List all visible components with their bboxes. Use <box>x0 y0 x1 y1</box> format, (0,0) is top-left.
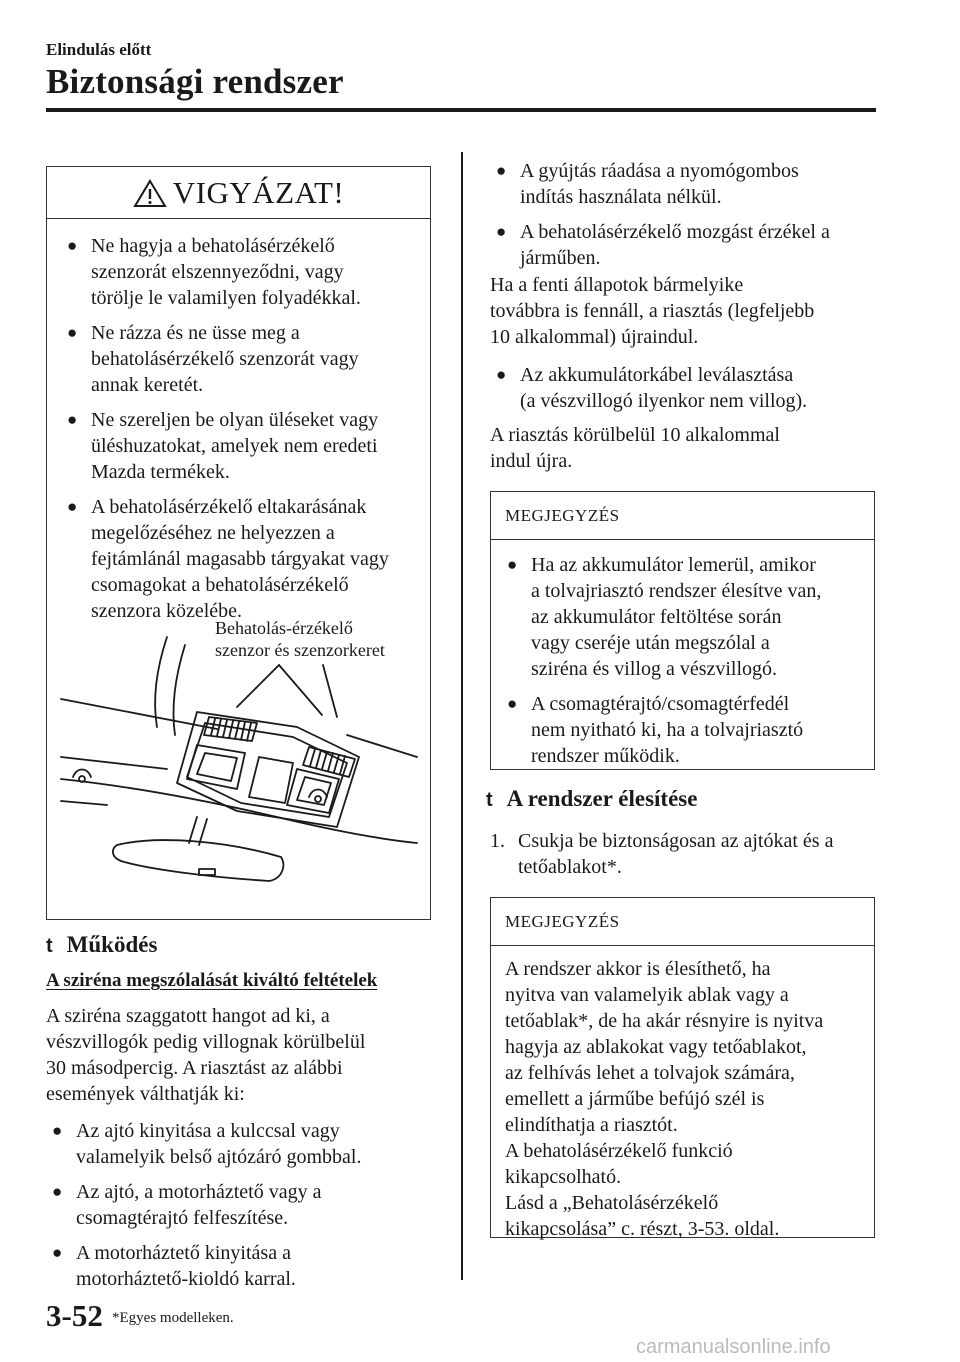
list-item-line: rendszer működik. <box>531 745 680 767</box>
text-line: A rendszer akkor is élesíthető, ha <box>505 958 771 980</box>
overhead-console-illustration <box>47 607 429 917</box>
list-item-line: Az ajtó kinyitása a kulccsal vagy <box>76 1120 340 1142</box>
warning-triangle-icon <box>133 178 167 208</box>
note-1-list <box>501 552 874 769</box>
text-line: elindíthatja a riasztót. <box>505 1114 678 1136</box>
list-item <box>61 233 430 311</box>
text-line: vészvillogók pedig villognak körülbelül <box>46 1031 366 1053</box>
bullet-icon: ● <box>52 1182 63 1201</box>
list-item-line: (a vészvillogó ilyenkor nem villog). <box>520 390 808 412</box>
list-item-line: A gyújtás ráadása a nyomógombos <box>520 160 799 182</box>
list-item-line: Ne rázza és ne üsse meg a <box>91 322 300 344</box>
bullet-icon: ● <box>67 410 78 429</box>
list-item-line: A behatolásérzékelő mozgást érzékel a <box>520 221 830 243</box>
mukodes-list <box>46 1118 456 1301</box>
list-item-line: Mazda termékek. <box>91 461 230 483</box>
list-item-line: az akkumulátor feltöltése során <box>531 606 782 628</box>
bullet-icon: ● <box>496 365 507 384</box>
note-box-1 <box>490 491 875 770</box>
list-item-line: nem nyitható ki, ha a tolvajriasztó <box>531 719 804 741</box>
bullet-icon: ● <box>507 555 518 574</box>
repeat-count-paragraph <box>490 422 880 474</box>
list-item-line: Ha az akkumulátor lemerül, amikor <box>531 554 816 576</box>
step-1 <box>490 828 880 880</box>
bullet-icon: ● <box>67 323 78 342</box>
list-item-line: annak keretét. <box>91 374 204 396</box>
note-1-header: MEGJEGYZÉS <box>491 492 874 540</box>
mukodes-heading <box>46 932 157 958</box>
text-line: tetőablak*, de ha akár résnyire is nyitva <box>505 1010 824 1032</box>
text-line: 30 másodpercig. A riasztást az alábbi <box>46 1057 343 1079</box>
list-item-line: Ne szereljen be olyan üléseket vagy <box>91 409 379 431</box>
bullet-icon: ● <box>52 1121 63 1140</box>
list-item-line: indítás használata nélkül. <box>520 186 722 208</box>
list-item-line: Az akkumulátorkábel leválasztása <box>520 364 794 386</box>
list-item <box>490 158 880 210</box>
list-item-line: fejtámlánál magasabb tárgyakat vagy <box>91 548 389 570</box>
bullet-icon: ● <box>496 161 507 180</box>
section-marker: t <box>46 935 53 957</box>
bullet-icon: ● <box>52 1243 63 1262</box>
note-2-header: MEGJEGYZÉS <box>491 898 874 946</box>
list-item-line: Az ajtó, a motorháztető vagy a <box>76 1181 322 1203</box>
text-line: az felhívás lehet a tolvajok számára, <box>505 1062 795 1084</box>
bullet-icon: ● <box>67 236 78 255</box>
list-item <box>490 219 880 271</box>
list-item-line: behatolásérzékelő szenzorát vagy <box>91 348 359 370</box>
text-line: tetőablakot*. <box>518 856 622 878</box>
text-line: A riasztás körülbelül 10 alkalommal <box>490 424 780 446</box>
section-label: Elindulás előtt <box>46 40 152 59</box>
step-text <box>490 828 880 880</box>
text-line: események válthatják ki: <box>46 1083 245 1105</box>
mukodes-intro <box>46 1003 446 1107</box>
list-item <box>501 552 874 682</box>
list-item-line: csomagokat a behatolásérzékelő <box>91 574 349 596</box>
list-item-line: szenzora közelébe. <box>91 600 243 622</box>
mukodes-heading-text: Működés <box>66 932 158 957</box>
list-item-line: A csomagtérajtó/csomagtérfedél <box>531 693 790 715</box>
repeat-paragraph <box>490 272 880 350</box>
list-item <box>501 691 874 769</box>
text-line: kikapcsolható. <box>505 1166 622 1188</box>
list-item <box>61 494 430 624</box>
list-item <box>46 1179 456 1231</box>
figure-label-line: Behatolás-érzékelő <box>215 618 353 638</box>
text-line: hagyja az ablakokat vagy tetőablakot, <box>505 1036 807 1058</box>
column-divider <box>461 152 463 1280</box>
list-item-line: Ne hagyja a behatolásérzékelő <box>91 235 335 257</box>
step-number: 1. <box>490 830 505 852</box>
list-item-line: csomagtérajtó felfeszítése. <box>76 1207 289 1229</box>
text-line: A behatolásérzékelő funkció <box>505 1140 733 1162</box>
list-item <box>490 362 880 414</box>
note-box-2 <box>490 897 875 1238</box>
header-rule <box>46 108 876 112</box>
page-number: 3-52 <box>46 1298 103 1333</box>
bullet-icon: ● <box>507 694 518 713</box>
text-line: továbbra is fennáll, a riasztás (legfeljebb <box>490 300 815 322</box>
mukodes-subheading: A sziréna megszólalását kiváltó feltételek <box>46 970 378 991</box>
text-line: Lásd a „Behatolásérzékelő <box>505 1192 719 1214</box>
text-line: emellett a járműbe befújó szél is <box>505 1088 765 1110</box>
list-item-line: A behatolásérzékelő eltakarásának <box>91 496 367 518</box>
list-item-line: valamelyik belső ajtózáró gombbal. <box>76 1146 362 1168</box>
list-item-line: szenzorát elszennyeződni, vagy <box>91 261 344 283</box>
battery-list <box>490 362 880 423</box>
list-item-line: A motorháztető kinyitása a <box>76 1242 291 1264</box>
list-item-line: törölje le valamilyen folyadékkal. <box>91 287 361 309</box>
warning-box <box>46 166 431 920</box>
bullet-icon: ● <box>67 497 78 516</box>
text-line: Ha a fenti állapotok bármelyike <box>490 274 744 296</box>
watermark: carmanualsonline.info <box>636 1336 831 1358</box>
figure-label-line: szenzor és szenzorkeret <box>215 640 385 660</box>
list-item-line: motorháztető-kioldó karral. <box>76 1268 296 1290</box>
text-line: nyitva van valamelyik ablak vagy a <box>505 984 789 1006</box>
text-line: indul újra. <box>490 450 573 472</box>
warning-header <box>47 167 430 219</box>
list-item-line: sziréna és villog a vészvillogó. <box>531 658 778 680</box>
text-line: kikapcsolása” c. részt, 3-53. oldal. <box>505 1218 780 1240</box>
text-line: Csukja be biztonságosan az ajtókat és a <box>518 830 834 852</box>
list-item-line: üléshuzatokat, amelyek nem eredeti <box>91 435 378 457</box>
list-item-line: vagy cseréje után megszólal a <box>531 632 770 654</box>
elesites-heading <box>486 786 697 812</box>
section-marker: t <box>486 789 493 811</box>
list-item-line: megelőzéséhez ne helyezzen a <box>91 522 335 544</box>
sensor-figure <box>47 607 429 917</box>
page-title: Biztonsági rendszer <box>46 62 344 101</box>
list-item <box>61 407 430 485</box>
list-item-line: a tolvajriasztó rendszer élesítve van, <box>531 580 822 602</box>
note-2-text <box>491 946 874 1242</box>
elesites-heading-text: A rendszer élesítése <box>506 786 698 811</box>
warning-title: VIGYÁZAT! <box>172 174 345 210</box>
footnote: *Egyes modelleken. <box>112 1310 234 1326</box>
list-item <box>46 1240 456 1292</box>
list-item <box>46 1118 456 1170</box>
text-line: 10 alkalommal) újraindul. <box>490 326 699 348</box>
warning-list <box>61 233 430 624</box>
list-item <box>61 320 430 398</box>
conditions-list-continued <box>490 158 880 280</box>
text-line: A sziréna szaggatott hangot ad ki, a <box>46 1005 330 1027</box>
list-item-line: járműben. <box>520 247 601 269</box>
bullet-icon: ● <box>496 222 507 241</box>
